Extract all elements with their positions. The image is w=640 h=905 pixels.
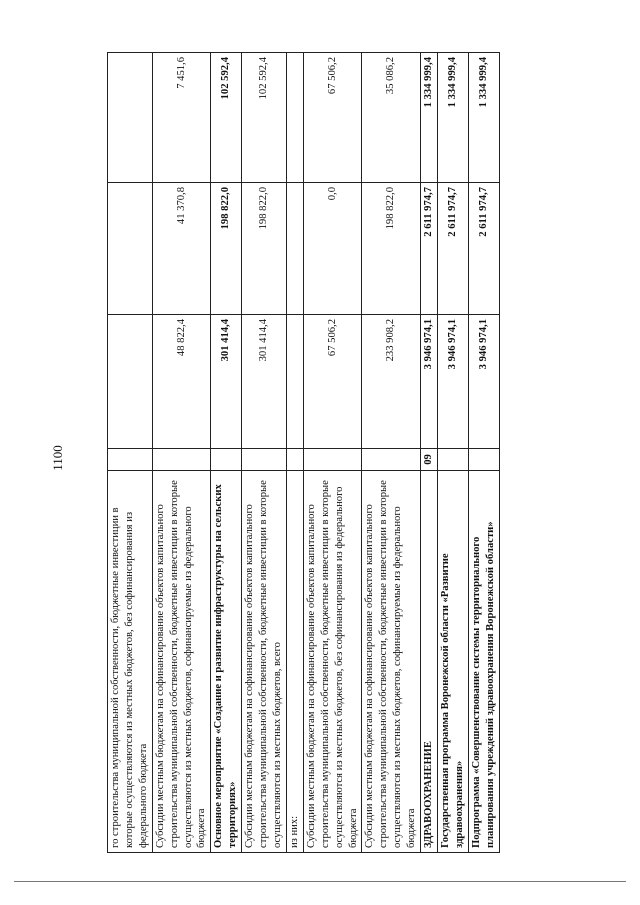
value-regional-cell: 102 592,4 — [211, 53, 242, 183]
row-name-cell: Государственная программа Воронежской области «Развитие здравоохранения» — [437, 471, 468, 853]
row-code-cell — [437, 449, 468, 471]
value-total-cell: 3 946 974,1 — [468, 315, 499, 449]
value-total-cell — [286, 315, 303, 449]
row-name-cell: го строительства муниципальной собственности, бюджетные инвестиции в которые осуществляются из местных бюджетов, без софинансирования из федерального бюджета — [108, 471, 153, 853]
budget-table — [107, 52, 500, 853]
value-federal-cell: 2 611 974,7 — [421, 183, 438, 315]
value-regional-cell: 67 506,2 — [303, 53, 362, 183]
value-regional-cell: 1 334 999,4 — [468, 53, 499, 183]
value-federal-cell: 198 822,0 — [211, 183, 242, 315]
value-regional-cell — [108, 53, 153, 183]
row-name-cell: Субсидии местным бюджетам на софинансирование объектов капитального строительства муниципальной собственности, бюджетные инвестиции в которые осуществляются из местных бюджетов, софинансируемые из федерального бюджета — [362, 471, 421, 853]
table-row — [468, 53, 499, 853]
value-federal-cell — [286, 183, 303, 315]
row-code-cell — [286, 449, 303, 471]
value-federal-cell: 41 370,8 — [152, 183, 211, 315]
rotated-table-wrapper — [107, 53, 607, 853]
row-name-cell: Субсидии местным бюджетам на софинансирование объектов капитального строительства муниципальной собственности, бюджетные инвестиции в которые осуществляются из местных бюджетов, всего — [242, 471, 287, 853]
row-name-cell: ЗДРАВООХРАНЕНИЕ — [421, 471, 438, 853]
value-federal-cell: 2 611 974,7 — [437, 183, 468, 315]
row-code-cell: 09 — [421, 449, 438, 471]
row-name-cell: из них: — [286, 471, 303, 853]
value-regional-cell: 7 451,6 — [152, 53, 211, 183]
value-federal-cell: 198 822,0 — [362, 183, 421, 315]
value-total-cell: 67 506,2 — [303, 315, 362, 449]
row-code-cell — [211, 449, 242, 471]
table-row — [437, 53, 468, 853]
row-name-cell: Субсидии местным бюджетам на софинансирование объектов капитального строительства муниципальной собственности, бюджетные инвестиции в которые осуществляются из местных бюджетов, софинансируемые из федерального бюджета — [152, 471, 211, 853]
table-row — [362, 53, 421, 853]
value-federal-cell — [108, 183, 153, 315]
row-code-cell — [362, 449, 421, 471]
row-name-cell: Субсидии местным бюджетам на софинансирование объектов капитального строительства муниципальной собственности, бюджетные инвестиции в которые осуществляются из местных бюджетов, без софинансирования из федерального бюджета — [303, 471, 362, 853]
value-regional-cell: 102 592,4 — [242, 53, 287, 183]
value-total-cell — [108, 315, 153, 449]
table-row — [152, 53, 211, 853]
value-regional-cell: 35 086,2 — [362, 53, 421, 183]
row-name-cell: Подпрограмма «Совершенствование системы территориального планирования учреждений здравоохранения Воронежской области» — [468, 471, 499, 853]
row-code-cell — [242, 449, 287, 471]
value-total-cell: 3 946 974,1 — [437, 315, 468, 449]
value-total-cell: 301 414,4 — [242, 315, 287, 449]
value-total-cell: 301 414,4 — [211, 315, 242, 449]
value-federal-cell: 0,0 — [303, 183, 362, 315]
table-row — [242, 53, 287, 853]
value-regional-cell: 1 334 999,4 — [421, 53, 438, 183]
table-row — [303, 53, 362, 853]
value-federal-cell: 2 611 974,7 — [468, 183, 499, 315]
table-row — [421, 53, 438, 853]
page-number: 1100 — [50, 445, 65, 471]
table-row — [286, 53, 303, 853]
footer-rule — [14, 881, 626, 882]
value-total-cell: 233 908,2 — [362, 315, 421, 449]
table-row — [211, 53, 242, 853]
table-row — [108, 53, 153, 853]
row-code-cell — [108, 449, 153, 471]
row-code-cell — [468, 449, 499, 471]
value-regional-cell — [286, 53, 303, 183]
table-body — [108, 53, 500, 853]
value-federal-cell: 198 822,0 — [242, 183, 287, 315]
value-total-cell: 48 822,4 — [152, 315, 211, 449]
value-regional-cell: 1 334 999,4 — [437, 53, 468, 183]
row-code-cell — [303, 449, 362, 471]
value-total-cell: 3 946 974,1 — [421, 315, 438, 449]
row-code-cell — [152, 449, 211, 471]
row-name-cell: Основное мероприятие «Создание и развитие инфраструктуры на сельских территориях» — [211, 471, 242, 853]
